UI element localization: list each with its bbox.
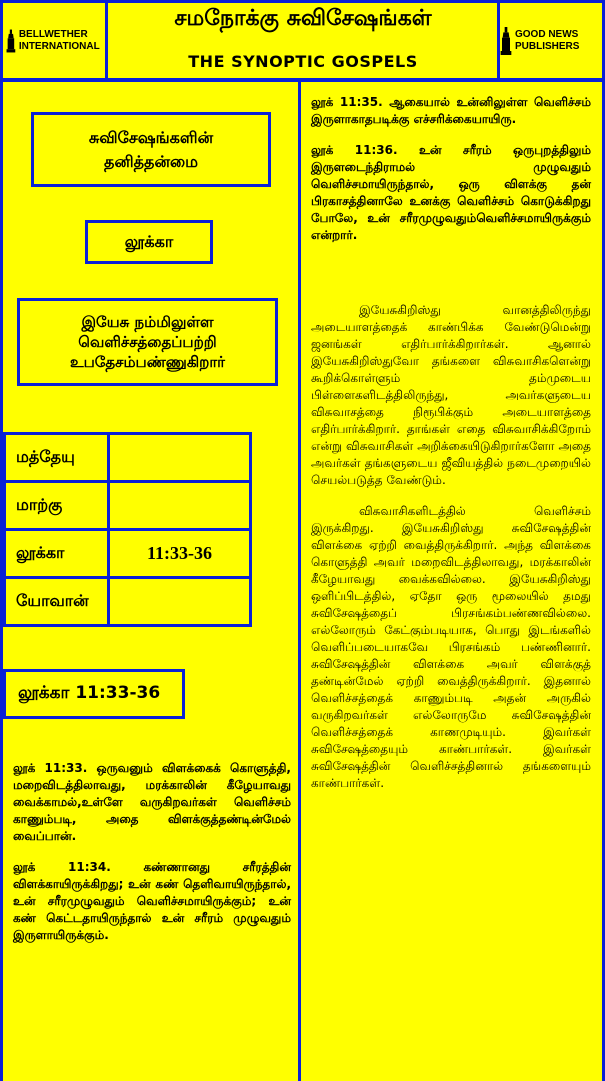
ref-value-john [107,576,252,627]
title-tamil: சமநோக்கு சுவிசேஷங்கள் [174,6,432,31]
right-verses [311,94,591,258]
right-logo-text: GOOD NEWS PUBLISHERS [515,28,580,52]
left-logo-text: BELLWETHER INTERNATIONAL [18,28,100,52]
bell-tower-icon [6,18,16,64]
divider [0,0,3,82]
verse-11-36: லூக் 11:36. உன் சரீரம் ஒருபுறத்திலும் இருளடைந்திராமல் முழுவதும் வெளிச்சமாயிருந்தால், ஒரு விளக்கு தன் பிரகாசத்தினாலே உனக்கு வெளிச்சம் கொடுக்கிறது போலே, உன் சரீரமுழுவதும்வெளிச்சமாயிருக்கும் என்றார். [311,143,591,242]
ref-book-mark: மாற்கு [3,480,110,531]
ref-book-matthew: மத்தேயு [3,432,110,483]
section-title: சுவிசேஷங்களின் தனித்தன்மை [31,112,271,187]
ref-book-john: யோவான் [3,576,110,627]
bellwether-logo [6,3,102,78]
passage-title: லூக்கா 11:33-36 [3,669,185,719]
commentary-paragraph: இயேசுகிறிஸ்து வானத்திலிருந்து அடையாளத்தைக் காண்பிக்க வேண்டுமென்று ஜனங்கள் எதிர்பார்க்கிறார்கள். ஆனால் இயேசுகிறிஸ்துவோ தங்களை விசுவாசிகளென்று கூறிக்கொள்ளும் தம்முடைய பிள்ளைகளிடத்திலிருந்து, அவர்களுடைய விசுவாசத்தை நிரூபிக்கும் அடையாளத்தை எதிர்பார்க்கிறார். தாங்கள் எதை விசுவாசிக்கிறோம் என்று விசுவாசிகள் அறிக்கையிடுகிறார்களோ அதை அவர்கள் தங்களுடைய ஜீவியத்தில் நடைமுறையில் செயல்படுத்த வேண்டும். [311,303,591,487]
verse-11-34: லூக் 11:34. கண்ணானது சரீரத்தின் விளக்காயிருக்கிறது; உன் கண் தெளிவாயிருந்தால், உன் சரீரமுழுவதும் வெளிச்சமாயிருக்கும்; உன் கண் கெட்டதாயிருந்தால் உன் சரீரம் முழுவதும் இருளாயிருக்கும். [13,860,291,942]
title-english: THE SYNOPTIC GOSPELS [188,52,418,71]
tower-icon [500,18,512,64]
commentary [311,302,591,806]
verse-11-33: லூக் 11:33. ஒருவனும் விளக்கைக் கொளுத்தி, மறைவிடத்திலாவது, மரக்காலின் கீழேயாவது வைக்காமல்,உள்ளே வருகிறவர்கள் வெளிச்சம் காணும்படி, அதை விளக்குத்தண்டின்மேல் வைப்பான். [13,761,291,843]
header [0,0,605,82]
ref-value-luke: 11:33-36 [107,528,252,579]
good-news-logo [500,3,602,78]
ref-book-luke: லூக்கா [3,528,110,579]
left-verses [13,760,291,958]
divider [298,82,301,1081]
book-name: லூக்கா [85,220,213,264]
divider [0,78,605,82]
ref-value-matthew [107,432,252,483]
commentary-paragraph: விசுவாசிகளிடத்தில் வெளிச்சம் இருக்கிறது. இயேசுகிறிஸ்து சுவிசேஷத்தின் விளக்கை ஏற்றி வைத்திருக்கிறார். அந்த விளக்கை கொளுத்தி அவர் மறைவிடத்திலாவது, மரக்காலின் கீழேயாவது வைக்கவில்லை. இயேசுகிறிஸ்து ஒளிப்பிடத்தில், ஏதோ ஒரு மூலையில் தமது சுவிசேஷத்தைப் பிரசங்கம்பண்ணவில்லை. எல்லோரும் கேட்கும்படியாக, பொது இடங்களில் வெளிப்படையாகவே பிரசங்கம் பண்ணினார். சுவிசேஷத்தின் விளக்கை அவர் விளக்குத் தண்டின்மேல் ஏற்றி வைத்திருக்கிறார். இதனால் வெளிச்சத்தைக் காணும்படி அதன் அருகில் வருகிறவர்கள் எல்லோருமே சுவிசேஷத்தின் வெளிச்சத்தைக் காணமுடியும். இவர்கள் சுவிசேஷத்தையும் காண்பார்கள். இவர்கள் சுவிசேஷத்தின் வெளிச்சத்தினால் தங்களையும் காண்பார்கள். [311,504,591,790]
topic-title: இயேசு நம்மிலுள்ள வெளிச்சத்தைப்பற்றி உபதேசம்பண்ணுகிறார் [17,298,278,386]
verse-11-35: லூக் 11:35. ஆகையால் உன்னிலுள்ள வெளிச்சம் இருளாகாதபடிக்கு எச்சரிக்கையாயிரு. [311,95,591,126]
ref-value-mark [107,480,252,531]
